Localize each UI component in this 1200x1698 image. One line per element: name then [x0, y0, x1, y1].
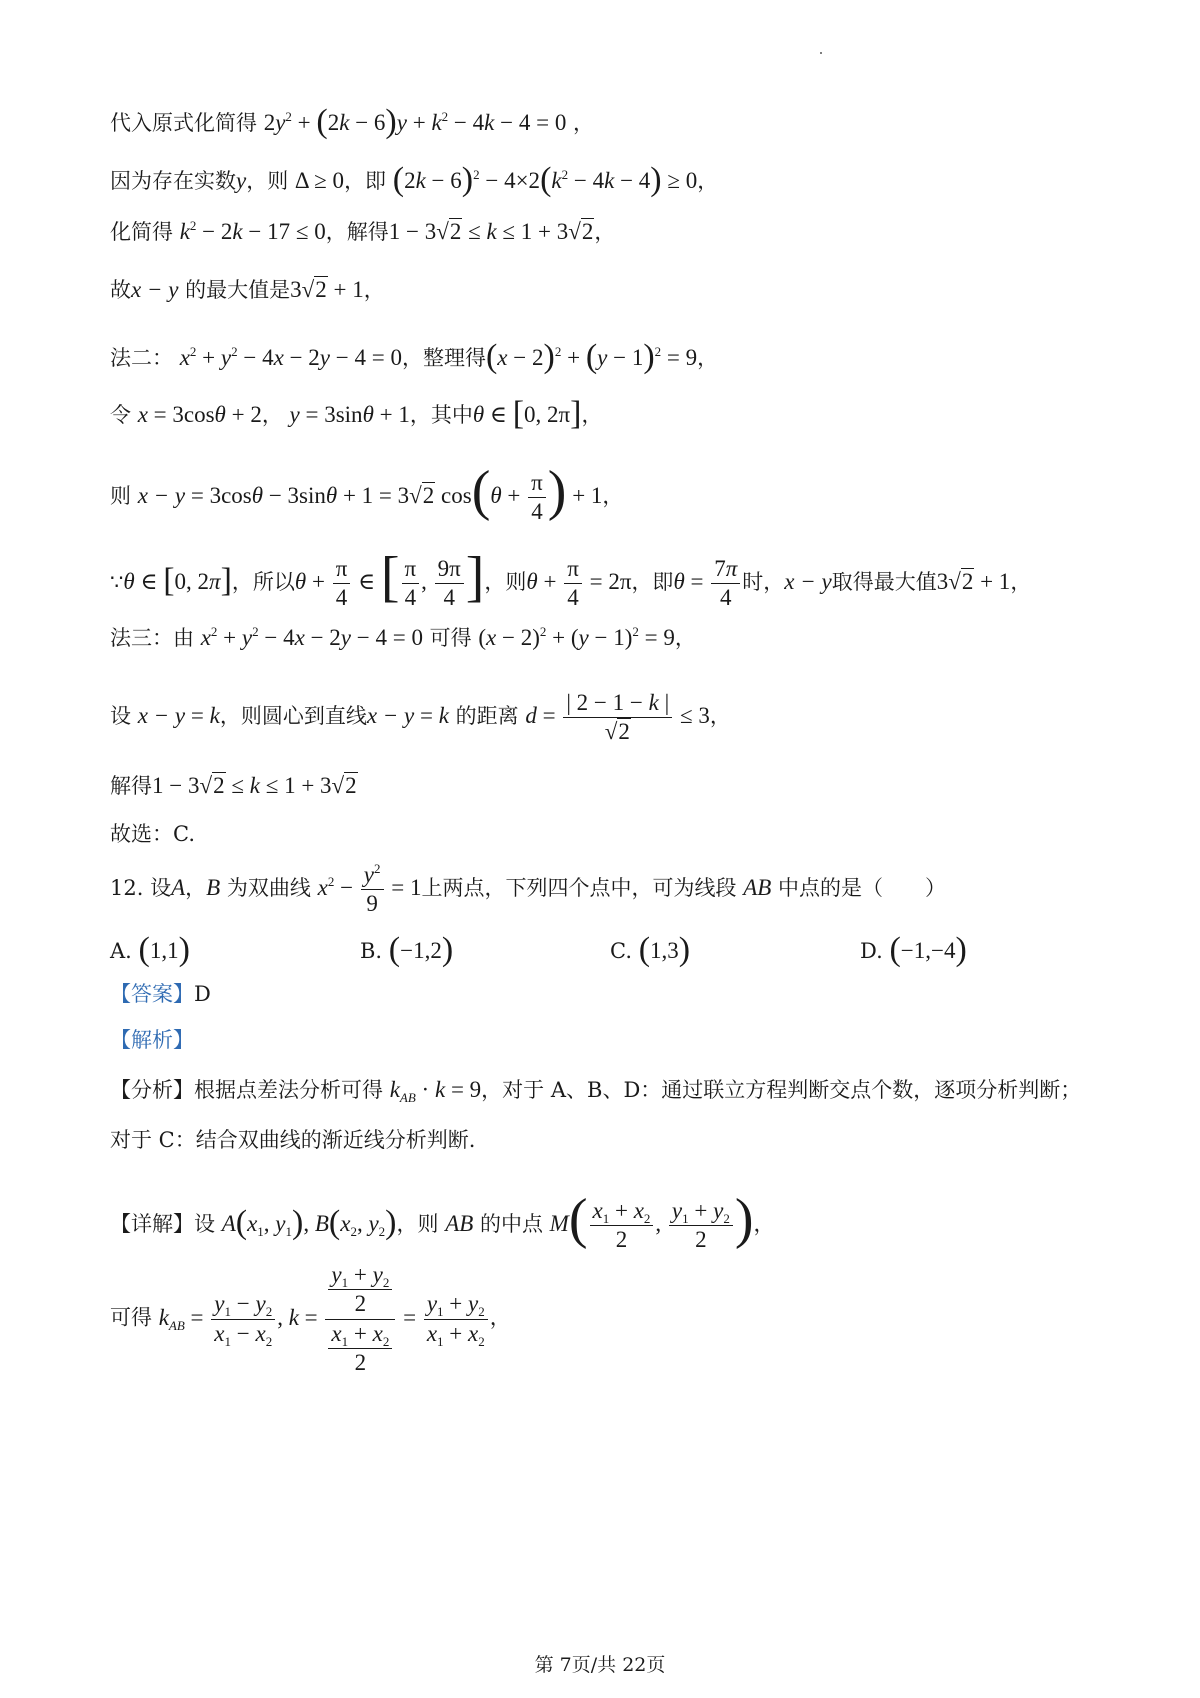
analysis-line [110, 1028, 194, 1053]
fenxi-line-2: 对于 C：结合双曲线的渐近线分析判断. [110, 1128, 476, 1152]
line-simplify: 化简得 $k^2 - 2k - 17 \le 0$，解得1 − 3√2 ≤ k ≤ 1 + 3√2， [110, 218, 616, 244]
option-d: D. (−1,−4) [860, 931, 967, 968]
answer-value: D [194, 982, 211, 1006]
kab-line: 可得 $k_{AB}$ = $\frac{y_1 - y_2}{x_1 - x_2}$ , k = $\frac{\frac{y_1 + y_2}{2}}{\frac{x_1 + x_2}{2}}$ = $\frac{y_1 + y_2}{x_1 + x_2}$ ， [110, 1262, 511, 1376]
math-expr: $(2k - 6)^2 - 4\times 2(k^2 - 4k - 4) \ge 0$ [392, 161, 698, 198]
line-substitute: 代入原式化简得 $2y^2 + (2k - 6)y + k^2 - 4k - 4 = 0$ ， [110, 103, 595, 140]
corner-dot [820, 52, 822, 54]
answer-tag: 【答案】 [110, 982, 194, 1006]
line-method-three: 法三：由 $x^2 + y^2 - 4x - 2y - 4 = 0$ 可得 $(x - 2)^2 + (y - 1)^2 = 9$， [110, 624, 696, 650]
answer-line [110, 982, 211, 1007]
option-c: C. (1,3) [610, 931, 691, 968]
line-theta-range: ∵θ ∈ [0, 2π]，所以θ + $\frac{\pi}{4}$ ∈ [ $\frac{\pi}{4}$ , $\frac{9\pi}{4}$ ]，则θ + $\frac{\pi}{4}$ = 2π，即θ = $\frac{7\pi}{4}$ 时，x − y取得最大值3√2 + 1， [110, 546, 1032, 611]
option-a: A. (1,1) [110, 931, 190, 968]
line-x-minus-y: 则 x − y = 3cosθ − 3sinθ + 1 = 3√2 cos(θ + $\frac{\pi}{4}$ ) + 1， [110, 460, 624, 525]
fenxi-line: 【分析】根据点差法分析可得 $k_{AB} \cdot k = 9$，对于 A、B、D：通过联立方程判断交点个数，逐项分析判断； [110, 1077, 1082, 1105]
line-solution: 解得1 − 3√2 ≤ k ≤ 1 + 3√2 [110, 773, 357, 798]
line-choose: 故选：C. [110, 822, 195, 846]
option-b: B. (−1,2) [360, 931, 454, 968]
question-12: 12. 设A，B 为双曲线 $x^2$ − $\frac{y^2}{9}$ = 1上两点，下列四个点中，可为线段 AB 中点的是（ ） [110, 861, 946, 917]
line-max-value: 故x − y 的最大值是3√2 + 1， [110, 277, 385, 302]
line-parametrize: 令 x = 3cosθ + 2， y = 3sinθ + 1，其中θ ∈ [0, 2π]， [110, 395, 603, 432]
line-distance: 设 x − y = k，则圆心到直线x − y = k 的距离 d = $\frac{| 2 - 1 - k |}{√2}$ ≤ 3， [110, 690, 731, 745]
math-expr: $2y^2 + (2k - 6)y + k^2 - 4k - 4 = 0$ [263, 103, 567, 140]
analysis-tag: 【解析】 [110, 1028, 194, 1052]
xiangjie-line: 【详解】设 $A(x_1$, $y_1$), $B(x_2$, $y_2$)，则 AB 的中点 M( $\frac{x_1 + x_2}{2}$ , $\frac{y_1 + y_2}{2}$ )， [110, 1188, 775, 1253]
line-real-y: 因为存在实数y，则 Δ ≥ 0，即 $(2k - 6)^2 - 4\times 2(k^2 - 4k - 4) \ge 0$， [110, 161, 719, 198]
line-method-two: 法二： $x^2 + y^2 - 4x - 2y - 4 = 0$，整理得$(x - 2)^2 + (y - 1)^2 = 9$， [110, 338, 719, 375]
page-footer: 第 7页/共 22页 [534, 1654, 666, 1676]
